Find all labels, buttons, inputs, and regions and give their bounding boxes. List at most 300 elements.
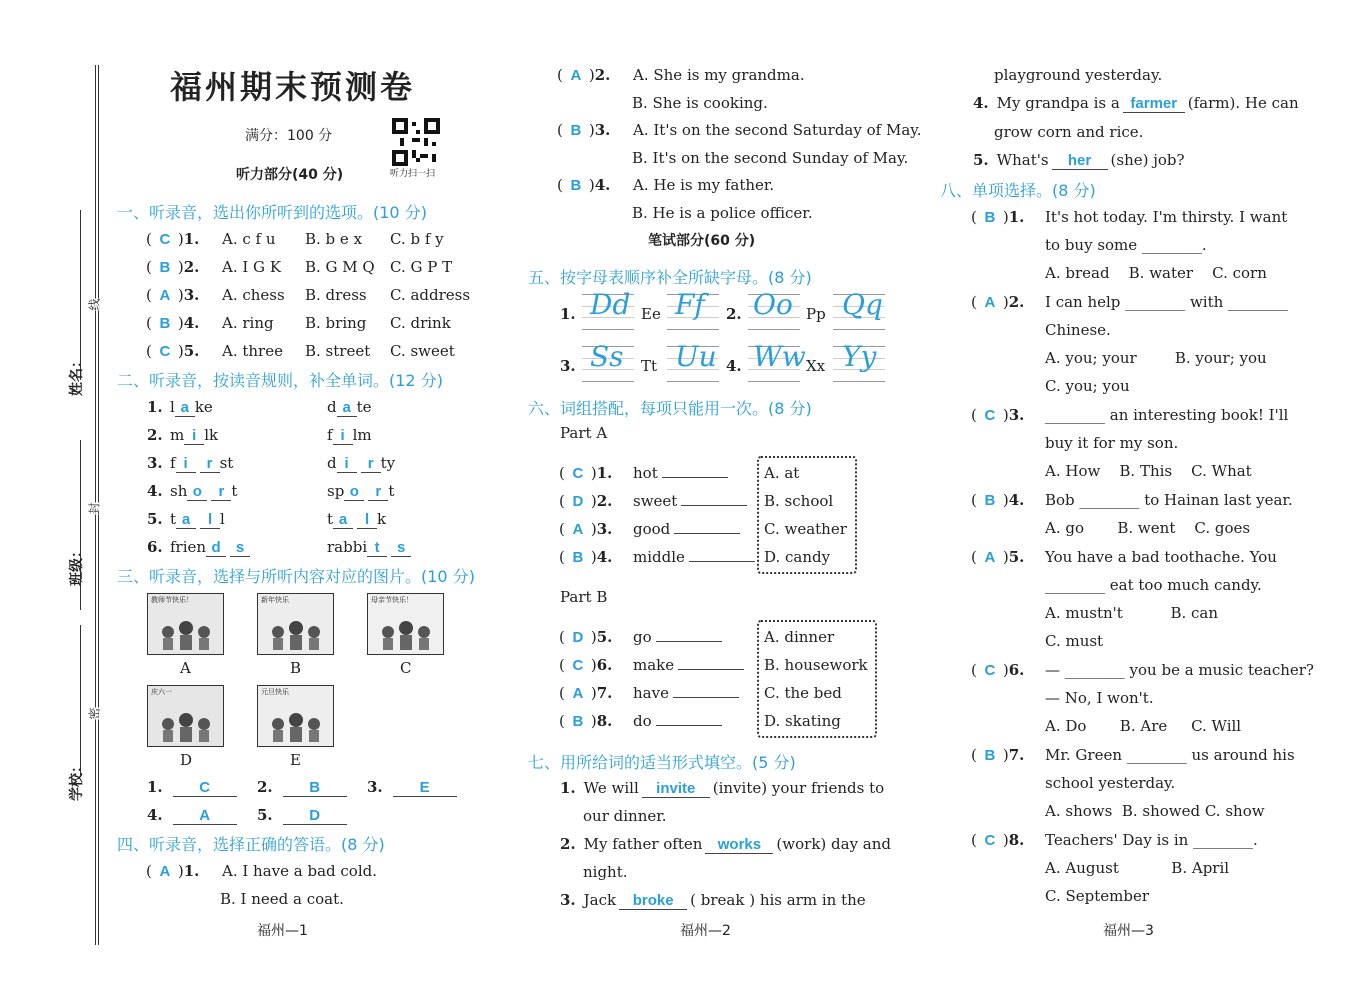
paren-open: (	[557, 121, 563, 139]
question-text: ________ an interesting book! I'll	[1045, 406, 1289, 424]
option-a: A. c f u	[222, 230, 276, 248]
paren-open: (	[146, 258, 152, 276]
match-option: D. candy	[764, 548, 831, 566]
choice-options: A. mustn't B. can	[1045, 604, 1219, 622]
question-number: 8.	[1008, 831, 1025, 849]
picture-d[interactable]	[147, 685, 224, 747]
word-blank: i	[337, 455, 357, 473]
phrase-blank	[673, 697, 739, 698]
fill-question	[560, 890, 866, 910]
word-part: t	[388, 482, 395, 500]
word-part: rabbi	[327, 538, 368, 556]
school-field-line	[80, 625, 81, 775]
word-part: l	[220, 510, 225, 528]
qr-code[interactable]	[392, 118, 440, 166]
phrase-blank	[689, 561, 755, 562]
question-number: 2.	[183, 258, 200, 276]
paren-open: (	[146, 342, 152, 360]
word-blank: i	[333, 427, 353, 445]
paren-close: )	[177, 230, 184, 248]
question-number: 5.	[257, 806, 273, 824]
question-number: 2.	[726, 305, 742, 323]
answer-letter: C	[572, 657, 584, 674]
question-number: 3.	[367, 778, 383, 796]
word-part: d	[327, 398, 337, 416]
paren-open: (	[559, 712, 565, 730]
word-right	[327, 453, 395, 473]
question-number: 4.	[147, 806, 163, 824]
question-number: 1.	[147, 398, 163, 416]
school-label: 学校：	[69, 759, 85, 801]
match-option: D. skating	[764, 712, 841, 730]
choice-options: A. August B. April	[1045, 859, 1230, 877]
question-text: Bob ________ to Hainan last year.	[1045, 491, 1293, 509]
picture-label: A	[180, 659, 191, 677]
answer-letter: B	[570, 177, 582, 194]
word-right	[327, 537, 411, 557]
question-number: 6.	[596, 656, 613, 674]
word-blank: r	[200, 455, 220, 473]
word-left	[170, 509, 225, 529]
s6-question	[559, 683, 612, 704]
word-right	[327, 397, 372, 417]
given-letter: Pp	[806, 305, 826, 323]
written-letter: Ss	[590, 340, 624, 373]
question-number: 8.	[596, 712, 613, 730]
paren-close: )	[1002, 746, 1009, 764]
written-letter: Uu	[675, 340, 717, 373]
word-part: ty	[380, 454, 396, 472]
match-option: A. dinner	[764, 628, 835, 646]
paren-open: (	[146, 862, 152, 880]
answer-blank: C	[173, 779, 237, 797]
written-letter: Yy	[842, 340, 877, 373]
s1-question	[146, 341, 199, 362]
s6-question	[559, 519, 612, 540]
question-number: 7.	[1008, 746, 1025, 764]
paren-open: (	[146, 286, 152, 304]
question-text: You have a bad toothache. You	[1045, 548, 1277, 566]
question-number: 1.	[1008, 208, 1025, 226]
s1-question	[146, 313, 199, 334]
paren-open: (	[559, 520, 565, 538]
paren-open: (	[971, 661, 977, 679]
question-text: to buy some ________.	[1045, 236, 1207, 254]
option-c: C. b f y	[390, 230, 444, 248]
s8-question	[971, 490, 1024, 511]
option-a: A. three	[222, 342, 283, 360]
word-part: frien	[170, 538, 207, 556]
word-left	[170, 453, 233, 473]
question-number: 1.	[560, 779, 576, 797]
question-text: Chinese.	[1045, 321, 1111, 339]
choice-options: A. bread B. water C. corn	[1045, 264, 1267, 282]
s6-question	[559, 463, 612, 484]
phrase-blank	[681, 505, 747, 506]
s4-question	[557, 65, 610, 86]
s6-question	[559, 655, 612, 676]
page-footer-1: 福州—1	[257, 923, 308, 939]
answer-letter: A	[570, 67, 582, 84]
question-number: 5.	[1008, 548, 1025, 566]
option-b: B. b e x	[305, 230, 363, 248]
question-text: (farm). He can	[1187, 94, 1299, 112]
paren-open: (	[557, 176, 563, 194]
question-text: — ________ you be a music teacher?	[1045, 661, 1314, 679]
paren-close: )	[177, 286, 184, 304]
picture-label: D	[180, 751, 193, 769]
answer-letter: D	[572, 493, 584, 510]
phrase-word: hot	[633, 464, 658, 482]
option-b: B. I need a coat.	[220, 890, 344, 908]
phrase-word: middle	[633, 548, 685, 566]
question-text: I can help ________ with ________	[1045, 293, 1289, 311]
answer-blank: her	[1052, 152, 1108, 170]
question-text: (she) job?	[1110, 151, 1185, 169]
picture-caption: 元旦快乐	[261, 688, 289, 696]
answer-blank: invite	[642, 780, 710, 798]
s8-question	[971, 405, 1024, 426]
written-letter: Qq	[842, 288, 883, 321]
paren-close: )	[177, 258, 184, 276]
word-part: st	[219, 454, 234, 472]
picture-caption: 母亲节快乐！	[371, 596, 413, 604]
option-a: A. She is my grandma.	[633, 66, 805, 84]
s8-question	[971, 660, 1024, 681]
word-left	[170, 397, 213, 417]
word-left	[170, 481, 237, 501]
question-number: 4.	[147, 482, 163, 500]
question-number: 4.	[596, 548, 613, 566]
word-part: te	[356, 398, 372, 416]
question-number: 2.	[257, 778, 273, 796]
word-blank: r	[211, 483, 231, 501]
written-letter: Ff	[675, 288, 705, 321]
paren-open: (	[559, 628, 565, 646]
option-b: B. bring	[305, 314, 367, 332]
paren-close: )	[588, 176, 595, 194]
paren-open: (	[559, 492, 565, 510]
word-right	[327, 509, 386, 529]
picture-label: B	[290, 659, 302, 677]
answer-letter: A	[984, 294, 996, 311]
question-number: 5.	[183, 342, 200, 360]
answer-letter: A	[159, 863, 171, 880]
section-6-title: 六、词组搭配，每项只能用一次。(8 分)	[528, 399, 812, 418]
word-blank: d	[206, 539, 226, 557]
word-blank: a	[333, 511, 353, 529]
option-b: B. He is a police officer.	[632, 204, 813, 222]
answer-letter: B	[984, 492, 996, 509]
question-continued: our dinner.	[583, 807, 667, 825]
question-continued: grow corn and rice.	[994, 123, 1144, 141]
question-number: 1.	[147, 778, 163, 796]
word-left	[170, 425, 218, 445]
s8-question	[971, 745, 1024, 766]
paren-close: )	[177, 314, 184, 332]
answer-letter: B	[572, 713, 584, 730]
picture-b[interactable]	[257, 593, 334, 655]
option-b: B. dress	[305, 286, 367, 304]
word-part: t	[327, 510, 334, 528]
match-option: C. weather	[764, 520, 847, 538]
s8-question	[971, 292, 1024, 313]
picture-caption: 庆六一	[151, 688, 172, 696]
paren-open: (	[146, 314, 152, 332]
option-b: B. G M Q	[305, 258, 375, 276]
match-option: A. at	[764, 464, 800, 482]
choice-options: A. go B. went C. goes	[1045, 519, 1251, 537]
answer-letter: B	[572, 549, 584, 566]
answer-blank: works	[705, 836, 773, 854]
paren-close: )	[590, 492, 597, 510]
paren-close: )	[590, 684, 597, 702]
question-number: 2.	[560, 835, 576, 853]
match-option: B. housework	[764, 656, 868, 674]
class-label: 班级：	[69, 544, 85, 586]
s8-question	[971, 830, 1024, 851]
picture-label: E	[290, 751, 301, 769]
word-part: t	[170, 510, 177, 528]
paren-open: (	[971, 491, 977, 509]
fill-question	[560, 834, 891, 854]
phrase-word: good	[633, 520, 671, 538]
paren-close: )	[177, 862, 184, 880]
answer-letter: A	[159, 287, 171, 304]
paren-open: (	[559, 464, 565, 482]
paren-close: )	[1002, 831, 1009, 849]
paren-close: )	[590, 628, 597, 646]
question-number: 4.	[973, 94, 989, 112]
written-letter: Oo	[753, 288, 793, 321]
picture-a[interactable]	[147, 593, 224, 655]
page-footer-3: 福州—3	[1103, 923, 1154, 939]
section-5-title: 五、按字母表顺序补全所缺字母。(8 分)	[528, 268, 812, 287]
phrase-word: sweet	[633, 492, 678, 510]
s6-question	[559, 627, 612, 648]
option-c: C. address	[390, 286, 471, 304]
word-part: m	[170, 426, 185, 444]
listening-header: 听力部分(40 分)	[236, 167, 344, 183]
answer-letter: C	[984, 407, 996, 424]
answer-letter: B	[159, 315, 171, 332]
question-number: 2.	[1008, 293, 1025, 311]
word-part: sp	[327, 482, 345, 500]
paren-open: (	[971, 208, 977, 226]
question-text: (invite) your friends to	[712, 779, 885, 797]
section-7-title: 七、用所给词的适当形式填空。(5 分)	[528, 753, 796, 772]
phrase	[633, 655, 744, 675]
option-b: B. It's on the second Sunday of May.	[632, 149, 909, 167]
answer-letter: A	[572, 521, 584, 538]
option-c: C. drink	[390, 314, 451, 332]
question-number: 4.	[726, 357, 742, 375]
phrase-word: do	[633, 712, 652, 730]
qr-icon	[392, 118, 440, 166]
seal-mark: 封	[87, 502, 102, 515]
question-text: We will	[583, 779, 639, 797]
question-text: Jack	[583, 891, 617, 909]
paren-close: )	[590, 548, 597, 566]
option-b: B. street	[305, 342, 371, 360]
picture-caption: 教师节快乐！	[151, 596, 193, 604]
paren-close: )	[1002, 208, 1009, 226]
answer-letter: A	[572, 685, 584, 702]
word-blank: r	[368, 483, 388, 501]
paren-close: )	[590, 656, 597, 674]
answer-blank: broke	[619, 892, 687, 910]
answer-letter: B	[159, 259, 171, 276]
paren-close: )	[1002, 406, 1009, 424]
question-text: buy it for my son.	[1045, 434, 1179, 452]
secret-mark: 密	[87, 707, 102, 720]
question-text: — No, I won't.	[1045, 689, 1154, 707]
question-number: 1.	[596, 464, 613, 482]
paren-close: )	[177, 342, 184, 360]
choice-options: C. you; you	[1045, 377, 1130, 395]
question-number: 3.	[560, 357, 576, 375]
phrase-word: go	[633, 628, 652, 646]
answer-letter: A	[984, 549, 996, 566]
word-blank: t	[367, 539, 387, 557]
picture-answer	[147, 777, 237, 797]
answer-letter: B	[984, 747, 996, 764]
picture-e[interactable]	[257, 685, 334, 747]
word-blank: i	[184, 427, 204, 445]
paren-open: (	[146, 230, 152, 248]
question-number: 3.	[147, 454, 163, 472]
part-a-label: Part A	[560, 424, 608, 442]
option-a: A. It's on the second Saturday of May.	[633, 121, 922, 139]
word-part: f	[327, 426, 333, 444]
answer-blank: A	[173, 807, 237, 825]
word-blank: a	[337, 399, 357, 417]
question-text: It's hot today. I'm thirsty. I want	[1045, 208, 1288, 226]
word-blank: s	[391, 539, 411, 557]
word-part: lm	[352, 426, 372, 444]
option-a: A. ring	[222, 314, 274, 332]
s6-question	[559, 491, 612, 512]
word-part: ke	[194, 398, 213, 416]
section-2-title: 二、听录音，按读音规则，补全单词。(12 分)	[117, 371, 443, 390]
paren-open: (	[559, 548, 565, 566]
word-blank: s	[230, 539, 250, 557]
question-number: 2.	[596, 492, 613, 510]
word-part: d	[327, 454, 337, 472]
question-number: 3.	[596, 520, 613, 538]
fill-question	[560, 778, 884, 798]
question-continued: night.	[583, 863, 628, 881]
picture-c[interactable]	[367, 593, 444, 655]
question-text: My father often	[583, 835, 703, 853]
phrase-blank	[656, 641, 722, 642]
question-text: Mr. Green ________ us around his	[1045, 746, 1295, 764]
paren-open: (	[971, 406, 977, 424]
answer-blank: B	[283, 779, 347, 797]
section-3-title: 三、听录音，选择与所听内容对应的图片。(10 分)	[117, 567, 475, 586]
question-number: 2.	[594, 66, 611, 84]
question-number: 1.	[183, 230, 200, 248]
question-number: 3.	[1008, 406, 1025, 424]
word-part: sh	[170, 482, 188, 500]
section-8-title: 八、单项选择。(8 分)	[940, 181, 1096, 200]
picture-answer	[367, 777, 457, 797]
question-number: 4.	[183, 314, 200, 332]
s8-question	[971, 547, 1024, 568]
option-a: A. chess	[222, 286, 285, 304]
word-right	[327, 481, 394, 501]
cut-line-mark: 线	[87, 298, 102, 311]
word-part: k	[377, 510, 387, 528]
question-text: Teachers' Day is in ________.	[1045, 831, 1258, 849]
word-part: l	[170, 398, 175, 416]
answer-letter: B	[984, 209, 996, 226]
qr-caption: 听力扫一扫	[390, 169, 436, 179]
answer-letter: C	[572, 465, 584, 482]
phrase-blank	[674, 533, 740, 534]
paren-close: )	[1002, 293, 1009, 311]
option-c: C. G P T	[390, 258, 453, 276]
s1-question	[146, 285, 199, 306]
question-number: 4.	[594, 176, 611, 194]
match-option: C. the bed	[764, 684, 842, 702]
word-blank: o	[344, 483, 364, 501]
question-number: 5.	[973, 151, 989, 169]
choice-options: A. you; your B. your; you	[1045, 349, 1267, 367]
question-number: 4.	[1008, 491, 1025, 509]
paren-close: )	[590, 520, 597, 538]
picture-caption: 新年快乐	[261, 596, 289, 604]
choice-options: A. Do B. Are C. Will	[1045, 717, 1242, 735]
part-b-label: Part B	[560, 588, 608, 606]
phrase-blank	[656, 725, 722, 726]
option-a: A. I have a bad cold.	[222, 862, 378, 880]
word-blank: a	[176, 511, 196, 529]
phrase	[633, 683, 739, 703]
paren-close: )	[588, 121, 595, 139]
writing-header: 笔试部分(60 分)	[648, 233, 756, 249]
full-score: 满分：100 分	[245, 128, 333, 144]
fill-question	[973, 93, 1299, 113]
question-number: 3.	[560, 891, 576, 909]
phrase-blank	[678, 669, 744, 670]
word-right	[327, 425, 372, 445]
word-blank: a	[175, 399, 195, 417]
section-1-title: 一、听录音，选出你所听到的选项。(10 分)	[117, 203, 427, 222]
s4-question	[557, 120, 610, 141]
choice-options: A. How B. This C. What	[1045, 462, 1252, 480]
question-number: 1.	[183, 862, 200, 880]
answer-blank: farmer	[1123, 95, 1185, 113]
s1-question	[146, 229, 199, 250]
question-continued: playground yesterday.	[994, 66, 1163, 84]
paren-open: (	[971, 831, 977, 849]
question-text: ( break ) his arm in the	[690, 891, 866, 909]
written-letter: Dd	[590, 288, 631, 321]
paren-close: )	[588, 66, 595, 84]
question-text: (work) day and	[776, 835, 892, 853]
question-number: 5.	[596, 628, 613, 646]
answer-letter: C	[984, 832, 996, 849]
word-blank: r	[361, 455, 381, 473]
s6-question	[559, 547, 612, 568]
paren-close: )	[590, 464, 597, 482]
option-a: A. He is my father.	[633, 176, 775, 194]
s6-question	[559, 711, 612, 732]
picture-answer	[257, 805, 347, 825]
name-label: 姓名：	[69, 354, 85, 396]
given-letter: Xx	[806, 357, 826, 375]
